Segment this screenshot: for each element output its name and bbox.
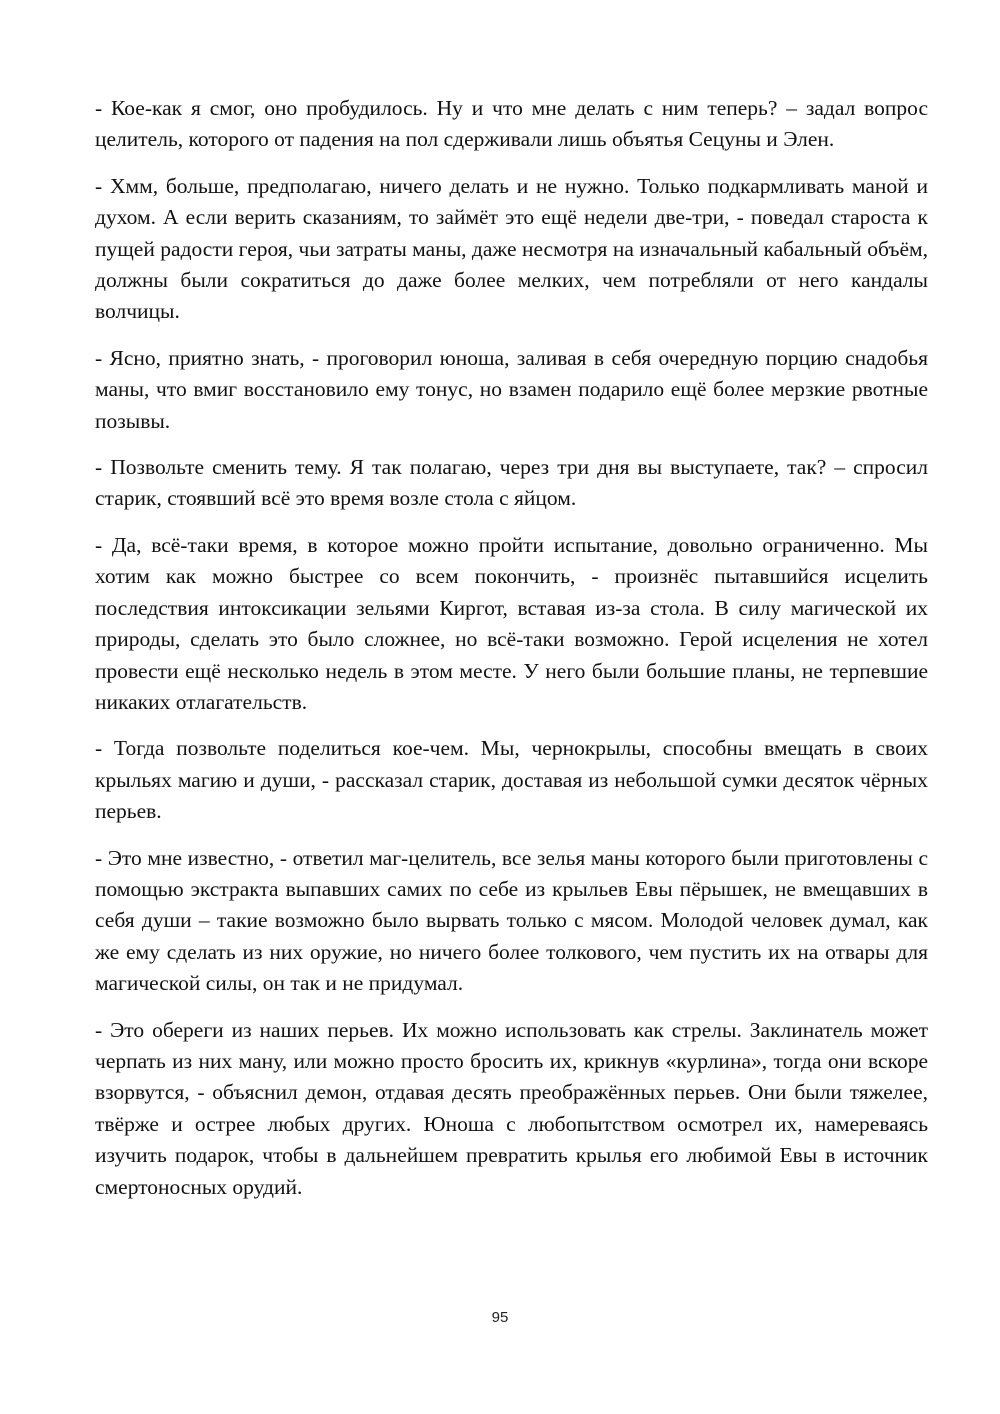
paragraph-8: - Это обереги из наших перьев. Их можно использовать как стрелы. Заклинатель может черпать из них ману, или можно просто бросить их, крикнув «курлина», тогда они вскоре взорвутся, - объяснил демон, отдавая десять преображённых перьев. Они были тяжелее, твёрже и острее любых других. Юноша с любопытством осмотрел их, намереваясь изучить подарок, чтобы в дальнейшем превратить крылья его любимой Евы в источник смертоносных орудий. bbox=[95, 1017, 928, 1199]
paragraph-7: - Это мне известно, - ответил маг-целитель, все зелья маны которого были приготовлены с помощью экстракта выпавших самих по себе из крыльев Евы пёрышек, не вмещавших в себя души – такие возможно было вырвать только с мясом. Молодой человек думал, как же ему сделать из них оружие, но ничего более толкового, чем пустить их на отвары для магической силы, он так и не придумал. bbox=[95, 845, 928, 996]
paragraph-4: - Позвольте сменить тему. Я так полагаю, через три дня вы выступаете, так? – спросил старик, стоявший всё это время возле стола с яйцом. bbox=[95, 455, 928, 511]
paragraph-1: - Кое-как я смог, оно пробудилось. Ну и что мне делать с ним теперь? – задал вопрос целитель, которого от падения на пол сдерживали лишь объятья Сецуны и Элен. bbox=[95, 96, 928, 152]
paragraph-6: - Тогда позвольте поделиться кое-чем. Мы, чернокрылы, способны вмещать в своих крыльях магию и души, - рассказал старик, доставая из небольшой сумки десяток чёрных перьев. bbox=[95, 736, 928, 824]
page-number: 95 bbox=[491, 1309, 509, 1326]
paragraph-2: - Хмм, больше, предполагаю, ничего делать и не нужно. Только подкармливать маной и духом. А если верить сказаниям, то займёт это ещё недели две-три, - поведал староста к пущей радости героя, чьи затраты маны, даже несмотря на изначальный кабальный объём, должны были сократиться до даже более мелких, чем потребляли от него кандалы волчицы. bbox=[95, 173, 928, 324]
paragraph-5: - Да, всё-таки время, в которое можно пройти испытание, довольно ограниченно. Мы хотим как можно быстрее со всем покончить, - произнёс пытавшийся исцелить последствия интоксикации зельями Киргот, вставая из-за стола. В силу магической их природы, сделать это было сложнее, но всё-таки возможно. Герой исцеления не хотел провести ещё несколько недель в этом месте. У него были большие планы, не терпевшие никаких отлагательств. bbox=[95, 532, 928, 714]
page-body bbox=[95, 93, 928, 1218]
paragraph-3: - Ясно, приятно знать, - проговорил юноша, заливая в себя очередную порцию снадобья маны, что вмиг восстановило ему тонус, но взамен подарило ещё более мерзкие рвотные позывы. bbox=[95, 345, 928, 433]
